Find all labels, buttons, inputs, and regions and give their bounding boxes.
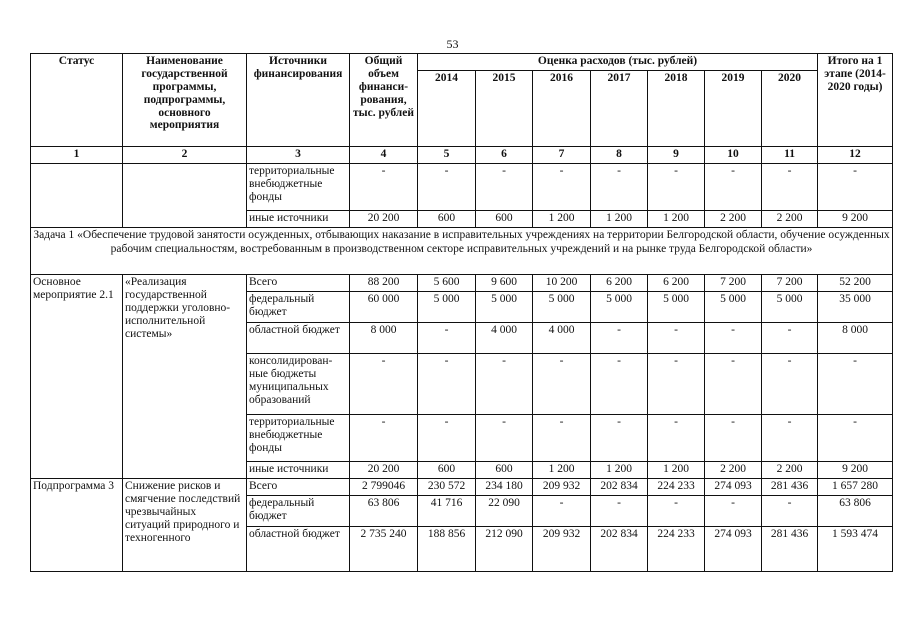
status-cell: Основное мероприятие 2.1	[31, 275, 123, 479]
column-number: 6	[476, 147, 533, 164]
source-cell: консолидирован-ные бюджеты муниципальных образований	[247, 354, 350, 415]
column-number: 9	[648, 147, 705, 164]
value-cell: 8 000	[350, 323, 418, 354]
header-year: 2018	[648, 71, 705, 147]
value-cell: -	[648, 354, 705, 415]
value-cell: 1 200	[648, 462, 705, 479]
value-cell: 5 000	[705, 292, 762, 323]
header-year: 2020	[762, 71, 818, 147]
value-cell: 1 657 280	[818, 479, 893, 496]
page-number: 53	[446, 37, 459, 51]
value-cell: 60 000	[350, 292, 418, 323]
value-cell: 1 200	[648, 211, 705, 228]
value-cell: 212 090	[476, 527, 533, 572]
source-cell: Всего	[247, 275, 350, 292]
value-cell: 7 200	[705, 275, 762, 292]
table-row	[31, 164, 893, 211]
column-number: 2	[123, 147, 247, 164]
value-cell: -	[418, 415, 476, 462]
value-cell: -	[476, 415, 533, 462]
value-cell: -	[762, 415, 818, 462]
value-cell: 10 200	[533, 275, 591, 292]
value-cell: 209 932	[533, 527, 591, 572]
column-number: 10	[705, 147, 762, 164]
value-cell: 6 200	[648, 275, 705, 292]
value-cell: 281 436	[762, 479, 818, 496]
source-cell: Всего	[247, 479, 350, 496]
value-cell: -	[705, 496, 762, 527]
value-cell: 9 600	[476, 275, 533, 292]
value-cell: -	[648, 323, 705, 354]
value-cell: 22 090	[476, 496, 533, 527]
value-cell: 274 093	[705, 479, 762, 496]
header-year: 2014	[418, 71, 476, 147]
value-cell: 600	[418, 211, 476, 228]
value-cell: 9 200	[818, 211, 893, 228]
value-cell: -	[648, 415, 705, 462]
value-cell: -	[818, 164, 893, 211]
source-cell: территориальные внебюджетные фонды	[247, 164, 350, 211]
value-cell: -	[591, 415, 648, 462]
status-cell	[31, 164, 123, 228]
column-number: 4	[350, 147, 418, 164]
source-cell: областной бюджет	[247, 323, 350, 354]
value-cell: -	[418, 354, 476, 415]
header-total: Общий объем финанси-рования, тыс. рублей	[350, 54, 418, 147]
value-cell: 230 572	[418, 479, 476, 496]
value-cell: -	[533, 496, 591, 527]
column-number: 12	[818, 147, 893, 164]
value-cell: 281 436	[762, 527, 818, 572]
status-cell: Подпрограмма 3	[31, 479, 123, 572]
value-cell: 600	[476, 211, 533, 228]
value-cell: -	[476, 354, 533, 415]
budget-table	[30, 53, 893, 572]
value-cell: 6 200	[591, 275, 648, 292]
value-cell: 4 000	[533, 323, 591, 354]
header-status: Статус	[31, 54, 123, 147]
value-cell: -	[818, 354, 893, 415]
value-cell: -	[705, 415, 762, 462]
value-cell: 41 716	[418, 496, 476, 527]
value-cell: 8 000	[818, 323, 893, 354]
value-cell: 63 806	[350, 496, 418, 527]
header-estimate: Оценка расходов (тыс. рублей)	[418, 54, 818, 71]
value-cell: 5 000	[591, 292, 648, 323]
header-name: Наименование государственной программы, подпрограммы, основного мероприятия	[123, 54, 247, 147]
value-cell: 224 233	[648, 479, 705, 496]
table-row	[31, 275, 893, 292]
value-cell: -	[418, 323, 476, 354]
value-cell: -	[648, 164, 705, 211]
value-cell: 9 200	[818, 462, 893, 479]
column-number: 11	[762, 147, 818, 164]
value-cell: -	[705, 323, 762, 354]
column-number: 5	[418, 147, 476, 164]
value-cell: -	[533, 164, 591, 211]
value-cell: 52 200	[818, 275, 893, 292]
column-number: 1	[31, 147, 123, 164]
header-sources: Источники финансирования	[247, 54, 350, 147]
header-year: 2016	[533, 71, 591, 147]
value-cell: 209 932	[533, 479, 591, 496]
value-cell: 2 799046	[350, 479, 418, 496]
value-cell: 1 200	[533, 462, 591, 479]
column-number: 7	[533, 147, 591, 164]
task-description: Задача 1 «Обеспечение трудовой занятости осужденных, отбывающих наказание в исправительных учреждениях на территории Белгородской области, обучение осужденных рабочим специальностям, востребованным в производственном секторе исправительных учреждений и на рынке труда Белгородской области»	[31, 228, 893, 275]
value-cell: 5 000	[533, 292, 591, 323]
value-cell: 5 600	[418, 275, 476, 292]
value-cell: 1 200	[591, 211, 648, 228]
name-cell	[123, 164, 247, 228]
column-number: 3	[247, 147, 350, 164]
value-cell: -	[591, 496, 648, 527]
value-cell: 600	[476, 462, 533, 479]
value-cell: 1 200	[533, 211, 591, 228]
source-cell: областной бюджет	[247, 527, 350, 572]
value-cell: 2 735 240	[350, 527, 418, 572]
value-cell: 5 000	[476, 292, 533, 323]
value-cell: -	[533, 354, 591, 415]
value-cell: -	[591, 354, 648, 415]
value-cell: 234 180	[476, 479, 533, 496]
source-cell: федеральный бюджет	[247, 292, 350, 323]
column-number: 8	[591, 147, 648, 164]
value-cell: 600	[418, 462, 476, 479]
source-cell: иные источники	[247, 211, 350, 228]
value-cell: -	[350, 354, 418, 415]
header-stage-total: Итого на 1 этапе (2014-2020 годы)	[818, 54, 893, 147]
task-row	[31, 228, 893, 275]
value-cell: -	[591, 323, 648, 354]
value-cell: -	[762, 354, 818, 415]
value-cell: 88 200	[350, 275, 418, 292]
value-cell: -	[533, 415, 591, 462]
name-cell: «Реализация государственной поддержки уголовно-исполнительной системы»	[123, 275, 247, 479]
value-cell: -	[418, 164, 476, 211]
value-cell: -	[648, 496, 705, 527]
column-number-row	[31, 147, 893, 164]
header-year: 2017	[591, 71, 648, 147]
value-cell: 5 000	[648, 292, 705, 323]
value-cell: 224 233	[648, 527, 705, 572]
value-cell: 2 200	[762, 211, 818, 228]
name-cell: Снижение рисков и смягчение последствий чрезвычайных ситуаций природного и техногенного	[123, 479, 247, 572]
value-cell: -	[818, 415, 893, 462]
value-cell: 63 806	[818, 496, 893, 527]
value-cell: -	[705, 354, 762, 415]
table-row	[31, 479, 893, 496]
header-row-1	[31, 54, 893, 71]
header-year: 2019	[705, 71, 762, 147]
value-cell: 7 200	[762, 275, 818, 292]
value-cell: 2 200	[762, 462, 818, 479]
value-cell: 5 000	[762, 292, 818, 323]
value-cell: 20 200	[350, 211, 418, 228]
value-cell: 1 200	[591, 462, 648, 479]
value-cell: -	[350, 164, 418, 211]
value-cell: 35 000	[818, 292, 893, 323]
value-cell: 2 200	[705, 462, 762, 479]
source-cell: территориальные внебюджетные фонды	[247, 415, 350, 462]
value-cell: -	[762, 323, 818, 354]
value-cell: 2 200	[705, 211, 762, 228]
value-cell: -	[591, 164, 648, 211]
value-cell: 202 834	[591, 527, 648, 572]
value-cell: -	[350, 415, 418, 462]
source-cell: иные источники	[247, 462, 350, 479]
value-cell: -	[762, 496, 818, 527]
value-cell: 1 593 474	[818, 527, 893, 572]
value-cell: 4 000	[476, 323, 533, 354]
value-cell: -	[705, 164, 762, 211]
value-cell: 202 834	[591, 479, 648, 496]
header-year: 2015	[476, 71, 533, 147]
value-cell: 20 200	[350, 462, 418, 479]
value-cell: 274 093	[705, 527, 762, 572]
value-cell: -	[476, 164, 533, 211]
value-cell: 5 000	[418, 292, 476, 323]
value-cell: 188 856	[418, 527, 476, 572]
source-cell: федеральный бюджет	[247, 496, 350, 527]
value-cell: -	[762, 164, 818, 211]
